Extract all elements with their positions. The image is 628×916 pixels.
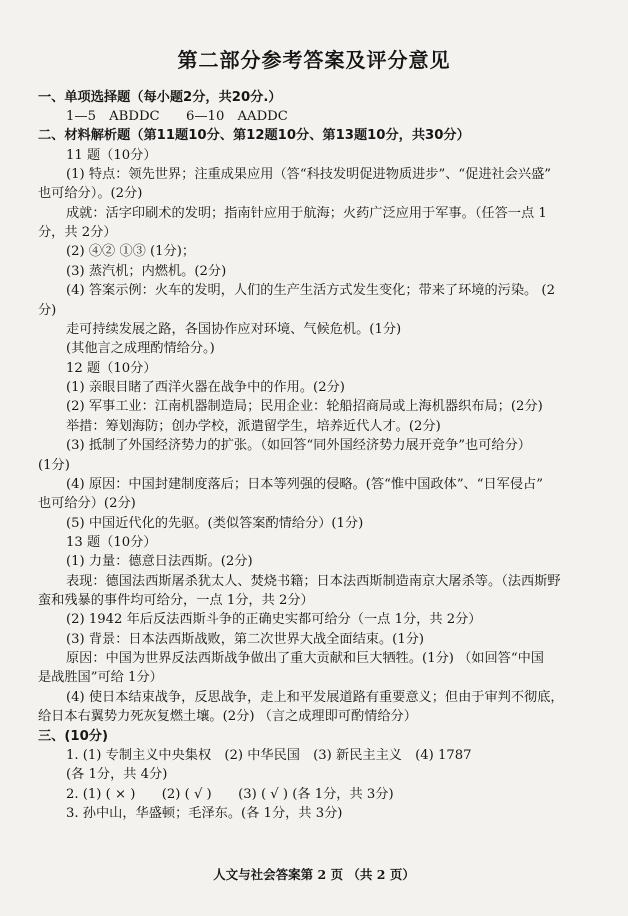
answer-line: (2) 1942 年后反法西斯斗争的正确史实都可给分（一点 1分，共 2分）: [66, 612, 482, 627]
answer-line: (3) 抵制了外国经济势力的扩张。（如回答“同外国经济势力展开竞争”也可给分）: [66, 438, 531, 453]
answer-line: 给日本右翼势力死灰复燃土壤。(2分) （言之成理即可酌情给分）: [38, 709, 417, 724]
answer-line: 3. 孙中山，华盛顿；毛泽东。(各 1分，共 3分): [66, 806, 343, 821]
answer-line: 表现：德国法西斯屠杀犹太人、焚烧书籍；日本法西斯制造南京大屠杀等。（法西斯野: [66, 574, 561, 589]
answer-line: 举措：筹划海防；创办学校，派遣留学生，培养近代人才。(2分): [66, 419, 441, 434]
answer-line: (各 1分，共 4分): [66, 767, 168, 782]
answer-line: (2) ④② ①③ (1分)；: [66, 244, 196, 259]
q11-heading: 11 题（10分）: [66, 148, 157, 163]
answer-line: (4) 答案示例：火车的发明，人们的生产生活方式发生变化；带来了环境的污染。 (2: [66, 283, 555, 298]
answer-line: (1) 特点：领先世界；注重成果应用（答“科技发明促进物质进步”、“促进社会兴盛”: [66, 167, 552, 182]
page-footer: 人文与社会答案第 2 页 （共 2 页）: [213, 867, 415, 882]
q13-heading: 13 题（10分）: [66, 535, 157, 550]
answer-line: 分，共 2分）: [38, 225, 117, 240]
answer-line: 走可持续发展之路，各国协作应对环境、气候危机。(1分): [66, 322, 402, 337]
answer-line: 1. (1) 专制主义中央集权 (2) 中华民国 (3) 新民主主义 (4) 1787: [66, 748, 472, 763]
answer-line: (3) 背景：日本法西斯战败，第二次世界大战全面结束。(1分): [66, 632, 425, 647]
page-title: 第二部分参考答案及评分意见: [177, 48, 451, 72]
answer-line: (4) 原因：中国封建制度落后；日本等列强的侵略。(答“惟中国政体”、“日军侵占”: [66, 477, 543, 492]
answer-line: (2) 军事工业：江南机器制造局；民用企业：轮船招商局或上海机器织布局；(2分): [66, 399, 543, 414]
answer-line: 蛮和残暴的事件均可给分，一点 1分，共 2分）: [38, 593, 314, 608]
answer-line: (1) 力量：德意日法西斯。(2分): [66, 554, 253, 569]
answer-line: 也可给分）。(2分): [38, 186, 143, 201]
answer-line: 原因：中国为世界反法西斯战争做出了重大贡献和巨大牺牲。(1分) （如回答“中国: [66, 651, 544, 666]
choice-answers: 1—5 ABDDC 6—10 AADDC: [66, 109, 288, 124]
answer-line: (1) 亲眼目睹了西洋火器在战争中的作用。(2分): [66, 380, 345, 395]
answer-line: (3) 蒸汽机；内燃机。(2分): [66, 264, 227, 279]
answer-line: 2. (1) ( × ) (2) ( √ ) (3) ( √ ) (各 1分，共 3分): [66, 787, 394, 802]
answer-line: (4) 使日本结束战争，反思战争，走上和平发展道路有重要意义；但由于审判不彻底，: [66, 690, 564, 705]
answer-line: (其他言之成理酌情给分。): [66, 341, 215, 356]
section-3-heading: 三、(10分): [38, 729, 108, 744]
section-2-heading: 二、材料解析题（第11题10分、第12题10分、第13题10分，共30分）: [38, 128, 470, 143]
answer-line: (1分): [38, 458, 70, 473]
section-1-heading: 一、单项选择题（每小题2分，共20分.）: [38, 90, 282, 105]
answer-line: 分): [38, 303, 57, 318]
answer-line: 是战胜国”可给 1分）: [38, 670, 163, 685]
q12-heading: 12 题（10分）: [66, 361, 157, 376]
answer-line: 也可给分）(2分): [38, 496, 136, 511]
answer-line: (5) 中国近代化的先驱。(类似答案酌情给分）(1分): [66, 516, 364, 531]
answer-line: 成就：活字印刷术的发明；指南针应用于航海；火药广泛应用于军事。（任答一点 1: [66, 206, 547, 221]
